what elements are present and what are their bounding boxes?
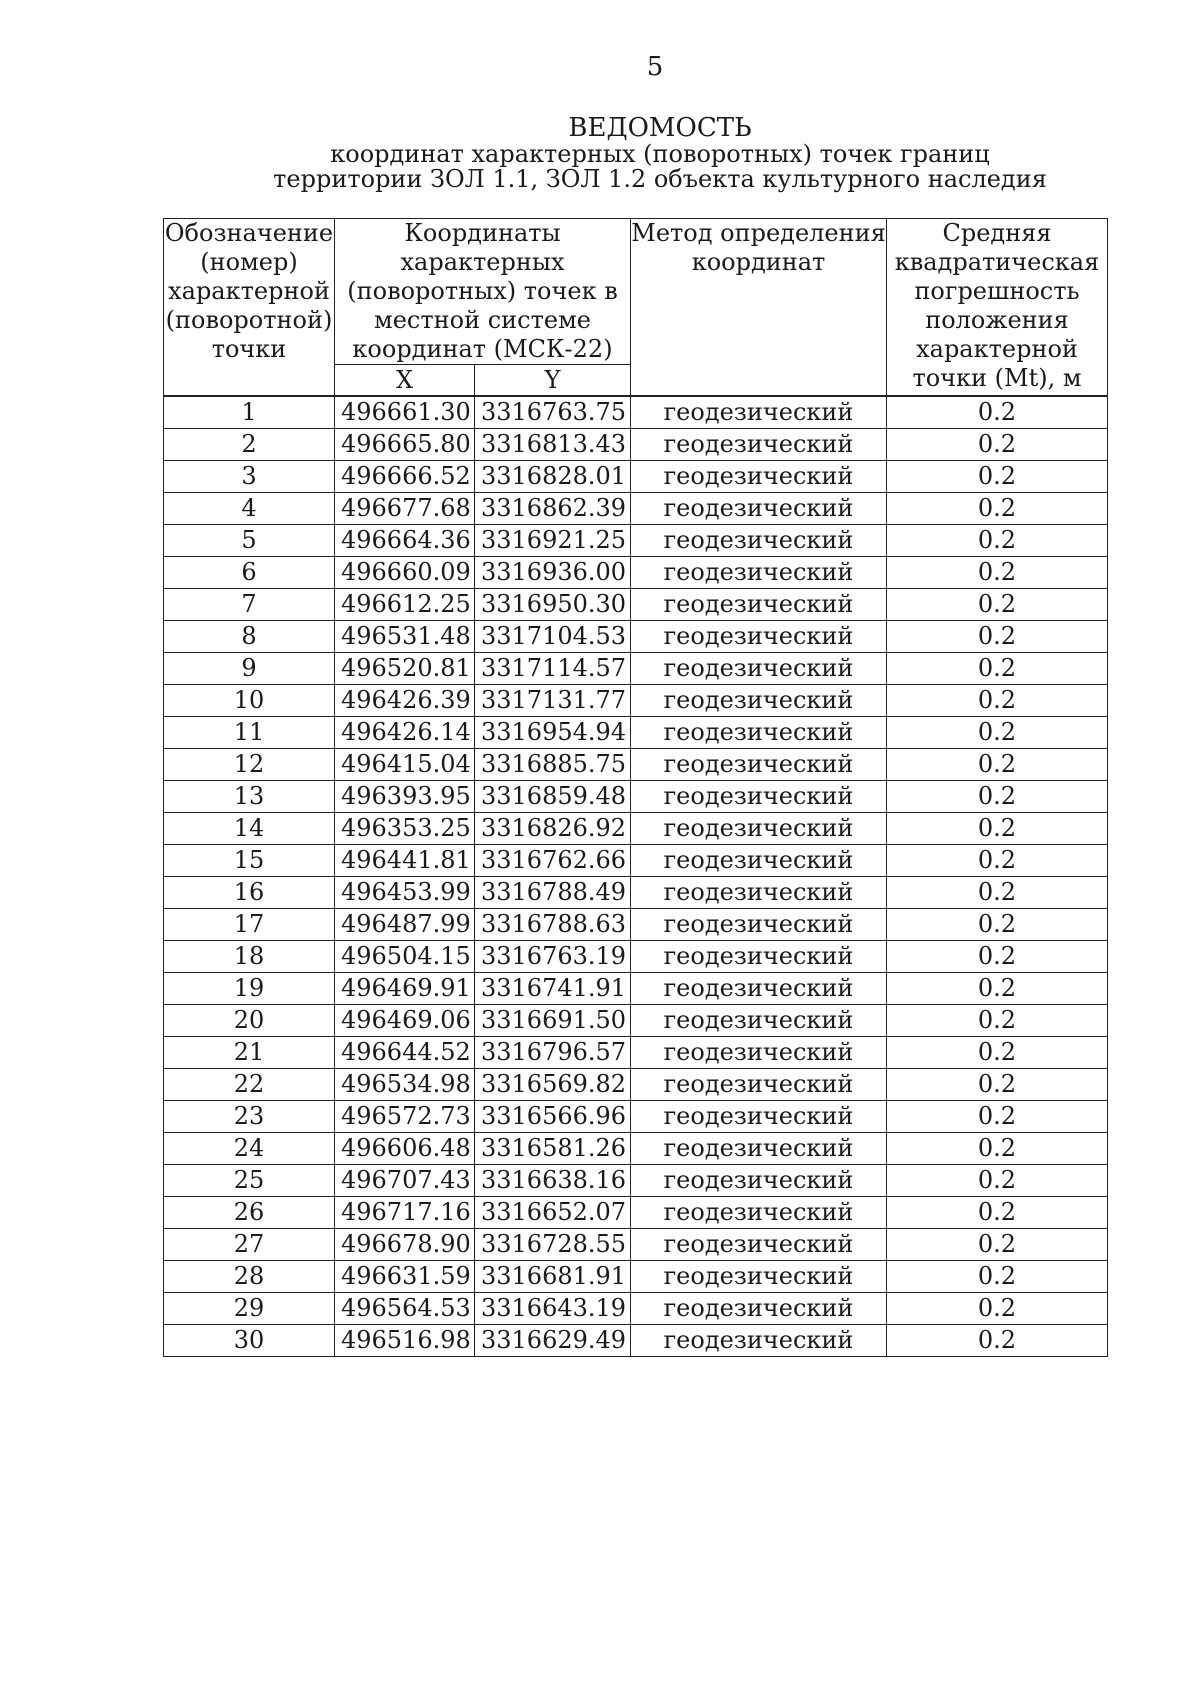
cell-error: 0.2 (887, 1101, 1108, 1133)
cell-method: геодезический (631, 749, 887, 781)
cell-error: 0.2 (887, 1229, 1108, 1261)
cell-method: геодезический (631, 909, 887, 941)
cell-x: 496707.43 (335, 1165, 475, 1197)
cell-x: 496441.81 (335, 845, 475, 877)
cell-point-number: 20 (164, 1005, 335, 1037)
cell-point-number: 30 (164, 1325, 335, 1357)
cell-x: 496353.25 (335, 813, 475, 845)
cell-method: геодезический (631, 717, 887, 749)
cell-y: 3316681.91 (475, 1261, 631, 1293)
cell-point-number: 6 (164, 557, 335, 589)
table-row (164, 653, 1108, 685)
cell-method: геодезический (631, 813, 887, 845)
table-row (164, 1197, 1108, 1229)
table-row (164, 749, 1108, 781)
table-row (164, 941, 1108, 973)
cell-error: 0.2 (887, 525, 1108, 557)
cell-y: 3316862.39 (475, 493, 631, 525)
cell-error: 0.2 (887, 1325, 1108, 1357)
cell-y: 3316741.91 (475, 973, 631, 1005)
cell-x: 496520.81 (335, 653, 475, 685)
table-body (164, 396, 1108, 1357)
cell-method: геодезический (631, 1069, 887, 1101)
cell-method: геодезический (631, 1229, 887, 1261)
document-heading (0, 114, 1200, 192)
cell-y: 3316826.92 (475, 813, 631, 845)
document-subtitle-line-1: координат характерных (поворотных) точек границ (330, 140, 990, 168)
cell-point-number: 21 (164, 1037, 335, 1069)
cell-error: 0.2 (887, 429, 1108, 461)
cell-point-number: 11 (164, 717, 335, 749)
cell-y: 3316652.07 (475, 1197, 631, 1229)
table-row (164, 1069, 1108, 1101)
cell-point-number: 16 (164, 877, 335, 909)
header-error: Средняя квадратическая погрешность положения характерной точки (Mt), м (887, 219, 1108, 397)
cell-point-number: 24 (164, 1133, 335, 1165)
cell-method: геодезический (631, 557, 887, 589)
cell-x: 496664.36 (335, 525, 475, 557)
cell-y: 3316728.55 (475, 1229, 631, 1261)
cell-point-number: 8 (164, 621, 335, 653)
table-row (164, 973, 1108, 1005)
table-row (164, 1165, 1108, 1197)
table-row (164, 1037, 1108, 1069)
cell-y: 3316629.49 (475, 1325, 631, 1357)
cell-error: 0.2 (887, 1133, 1108, 1165)
cell-x: 496487.99 (335, 909, 475, 941)
table-row (164, 1261, 1108, 1293)
cell-y: 3316788.49 (475, 877, 631, 909)
document-title: ВЕДОМОСТЬ (568, 113, 752, 143)
table-row (164, 685, 1108, 717)
cell-x: 496415.04 (335, 749, 475, 781)
cell-method: геодезический (631, 845, 887, 877)
cell-method: геодезический (631, 941, 887, 973)
table-row (164, 621, 1108, 653)
cell-error: 0.2 (887, 877, 1108, 909)
cell-error: 0.2 (887, 1261, 1108, 1293)
cell-error: 0.2 (887, 653, 1108, 685)
cell-method: геодезический (631, 589, 887, 621)
cell-error: 0.2 (887, 1037, 1108, 1069)
cell-method: геодезический (631, 973, 887, 1005)
cell-x: 496606.48 (335, 1133, 475, 1165)
cell-method: геодезический (631, 1165, 887, 1197)
cell-point-number: 5 (164, 525, 335, 557)
cell-y: 3316796.57 (475, 1037, 631, 1069)
cell-y: 3316788.63 (475, 909, 631, 941)
cell-x: 496504.15 (335, 941, 475, 973)
cell-point-number: 14 (164, 813, 335, 845)
cell-x: 496426.14 (335, 717, 475, 749)
cell-method: геодезический (631, 1325, 887, 1357)
cell-x: 496677.68 (335, 493, 475, 525)
cell-method: геодезический (631, 1261, 887, 1293)
table-row (164, 909, 1108, 941)
cell-x: 496665.80 (335, 429, 475, 461)
cell-x: 496644.52 (335, 1037, 475, 1069)
cell-x: 496469.06 (335, 1005, 475, 1037)
table-row (164, 1133, 1108, 1165)
table-row (164, 1101, 1108, 1133)
cell-method: геодезический (631, 1005, 887, 1037)
cell-y: 3316638.16 (475, 1165, 631, 1197)
cell-point-number: 13 (164, 781, 335, 813)
table-row (164, 557, 1108, 589)
cell-method: геодезический (631, 1037, 887, 1069)
cell-error: 0.2 (887, 749, 1108, 781)
cell-y: 3317114.57 (475, 653, 631, 685)
table-row (164, 717, 1108, 749)
cell-x: 496426.39 (335, 685, 475, 717)
cell-error: 0.2 (887, 589, 1108, 621)
cell-point-number: 4 (164, 493, 335, 525)
table-row (164, 461, 1108, 493)
cell-point-number: 1 (164, 396, 335, 429)
cell-x: 496717.16 (335, 1197, 475, 1229)
table-row (164, 1005, 1108, 1037)
cell-method: геодезический (631, 685, 887, 717)
cell-point-number: 2 (164, 429, 335, 461)
cell-point-number: 9 (164, 653, 335, 685)
cell-x: 496661.30 (335, 396, 475, 429)
page-number: 5 (646, 52, 664, 82)
table-row (164, 493, 1108, 525)
cell-error: 0.2 (887, 621, 1108, 653)
cell-y: 3316763.19 (475, 941, 631, 973)
document-subtitle-line-2: территории ЗОЛ 1.1, ЗОЛ 1.2 объекта культурного наследия (273, 165, 1047, 193)
cell-y: 3316828.01 (475, 461, 631, 493)
cell-error: 0.2 (887, 1293, 1108, 1325)
header-method: Метод определения координат (631, 219, 887, 397)
cell-point-number: 29 (164, 1293, 335, 1325)
cell-x: 496453.99 (335, 877, 475, 909)
cell-error: 0.2 (887, 557, 1108, 589)
cell-point-number: 15 (164, 845, 335, 877)
cell-y: 3316813.43 (475, 429, 631, 461)
cell-y: 3316566.96 (475, 1101, 631, 1133)
table-header (164, 219, 1108, 397)
cell-error: 0.2 (887, 1069, 1108, 1101)
cell-y: 3316954.94 (475, 717, 631, 749)
cell-point-number: 18 (164, 941, 335, 973)
cell-error: 0.2 (887, 845, 1108, 877)
cell-method: геодезический (631, 653, 887, 685)
cell-y: 3316950.30 (475, 589, 631, 621)
cell-x: 496516.98 (335, 1325, 475, 1357)
cell-method: геодезический (631, 1101, 887, 1133)
cell-method: геодезический (631, 1197, 887, 1229)
cell-error: 0.2 (887, 781, 1108, 813)
header-y: Y (475, 365, 631, 397)
cell-x: 496531.48 (335, 621, 475, 653)
cell-method: геодезический (631, 493, 887, 525)
cell-x: 496612.25 (335, 589, 475, 621)
cell-point-number: 26 (164, 1197, 335, 1229)
cell-method: геодезический (631, 1293, 887, 1325)
table-row (164, 1229, 1108, 1261)
cell-y: 3317131.77 (475, 685, 631, 717)
cell-method: геодезический (631, 429, 887, 461)
cell-point-number: 22 (164, 1069, 335, 1101)
cell-point-number: 27 (164, 1229, 335, 1261)
cell-error: 0.2 (887, 973, 1108, 1005)
cell-point-number: 25 (164, 1165, 335, 1197)
cell-error: 0.2 (887, 941, 1108, 973)
cell-point-number: 12 (164, 749, 335, 781)
cell-x: 496564.53 (335, 1293, 475, 1325)
cell-x: 496469.91 (335, 973, 475, 1005)
cell-error: 0.2 (887, 685, 1108, 717)
cell-error: 0.2 (887, 717, 1108, 749)
cell-y: 3316762.66 (475, 845, 631, 877)
cell-x: 496678.90 (335, 1229, 475, 1261)
coordinates-table (163, 218, 1108, 1357)
cell-x: 496631.59 (335, 1261, 475, 1293)
header-x: X (335, 365, 475, 397)
cell-method: геодезический (631, 877, 887, 909)
cell-x: 496666.52 (335, 461, 475, 493)
cell-y: 3316569.82 (475, 1069, 631, 1101)
header-point-number: Обозначение (номер) характерной (поворотной) точки (164, 219, 335, 397)
header-coordinates: Координаты характерных (поворотных) точек в местной системе координат (МСК-22) (335, 219, 631, 365)
table-row (164, 1293, 1108, 1325)
table-row (164, 589, 1108, 621)
cell-error: 0.2 (887, 396, 1108, 429)
cell-point-number: 19 (164, 973, 335, 1005)
table-row (164, 525, 1108, 557)
cell-y: 3316643.19 (475, 1293, 631, 1325)
table-row (164, 845, 1108, 877)
cell-x: 496572.73 (335, 1101, 475, 1133)
cell-y: 3316691.50 (475, 1005, 631, 1037)
cell-method: геодезический (631, 461, 887, 493)
cell-method: геодезический (631, 396, 887, 429)
cell-point-number: 17 (164, 909, 335, 941)
cell-x: 496534.98 (335, 1069, 475, 1101)
cell-y: 3316885.75 (475, 749, 631, 781)
cell-error: 0.2 (887, 1165, 1108, 1197)
cell-method: геодезический (631, 1133, 887, 1165)
cell-y: 3317104.53 (475, 621, 631, 653)
cell-error: 0.2 (887, 909, 1108, 941)
cell-y: 3316936.00 (475, 557, 631, 589)
cell-y: 3316581.26 (475, 1133, 631, 1165)
table-row (164, 1325, 1108, 1357)
table-row (164, 429, 1108, 461)
table-row (164, 396, 1108, 429)
cell-y: 3316859.48 (475, 781, 631, 813)
cell-point-number: 10 (164, 685, 335, 717)
cell-error: 0.2 (887, 461, 1108, 493)
cell-point-number: 3 (164, 461, 335, 493)
table-row (164, 781, 1108, 813)
cell-point-number: 23 (164, 1101, 335, 1133)
cell-point-number: 28 (164, 1261, 335, 1293)
cell-x: 496660.09 (335, 557, 475, 589)
cell-method: геодезический (631, 781, 887, 813)
cell-point-number: 7 (164, 589, 335, 621)
cell-method: геодезический (631, 621, 887, 653)
table-row (164, 813, 1108, 845)
cell-error: 0.2 (887, 493, 1108, 525)
cell-method: геодезический (631, 525, 887, 557)
cell-error: 0.2 (887, 1005, 1108, 1037)
table-row (164, 877, 1108, 909)
cell-error: 0.2 (887, 813, 1108, 845)
cell-y: 3316763.75 (475, 396, 631, 429)
cell-x: 496393.95 (335, 781, 475, 813)
cell-error: 0.2 (887, 1197, 1108, 1229)
cell-y: 3316921.25 (475, 525, 631, 557)
